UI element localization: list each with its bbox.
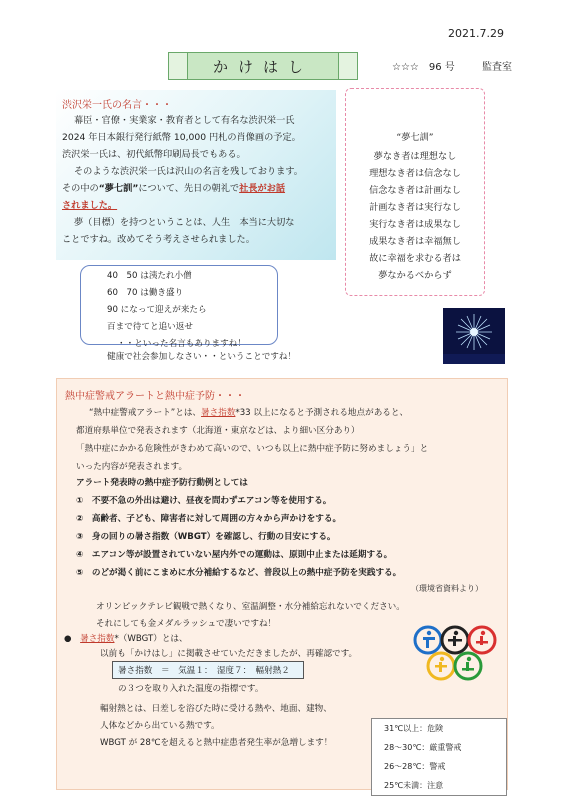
shibusawa-line-1: 幕臣・官僚・実業家・教育者として有名な渋沢栄一氏 (73, 115, 295, 126)
wbgt-line (64, 632, 188, 644)
yume-line: 理想なき者は信念なし (369, 168, 461, 179)
bullet-icon: ● (64, 634, 72, 644)
yume-line: 夢なかるべからず (378, 270, 452, 281)
ages-line: 60 70 は働き盛り (107, 288, 184, 298)
shibusawa-line-6 (62, 197, 334, 214)
issue-number: ☆☆☆ 96 号 (392, 62, 455, 73)
wbgt-term: 暑さ指数 (80, 634, 115, 644)
wbgt-level: 31℃以上：危険 (384, 724, 444, 733)
action-item: ④ エアコン等が設置されていない屋内外での運動は、原則中止または延期する。 (76, 550, 393, 560)
text-fragment: *33 以上になると予測される地点があると、 (235, 408, 409, 418)
ages-line: ・・といった名言もありますね！ (117, 339, 246, 349)
action-item: ③ 身の回りの暑さ指数（WBGT）を確認し、行動の目安にする。 (76, 532, 336, 542)
yume-line: 実行なき者は成果なし (369, 219, 461, 230)
shibusawa-line-7: 夢（目標）を持つということは、人生 本当に大切な (73, 217, 295, 228)
text-fragment: について、先日の朝礼で (138, 183, 240, 194)
president-talk-highlight-cont: されました。 (62, 200, 118, 211)
wbgt-level: 25℃未満：注意 (384, 781, 444, 790)
newsletter-title: かけはし (187, 52, 339, 80)
shibusawa-line-8: ことですね。改めてそう考えさせられました。 (62, 234, 255, 245)
wbgt-term: 暑さ指数 (201, 408, 236, 418)
alert-line-4: いった内容が発表されます。 (76, 462, 188, 472)
ages-line: 40 50 は洟たれ小僧 (107, 271, 192, 281)
ages-quote (107, 268, 246, 353)
shibusawa-body (62, 112, 334, 248)
shibusawa-line-4: そのような渋沢栄一氏は沢山の名言を残しております。 (73, 166, 303, 177)
text-fragment: その中の (62, 183, 99, 194)
yume-line: 夢なき者は理想なし (373, 151, 457, 162)
yume-line: 故に幸福を求むる者は (369, 253, 461, 264)
department-name: 監査室 (482, 62, 512, 73)
wbgt-levels-box (371, 718, 507, 796)
alert-line-1 (89, 406, 408, 418)
formula-note: の３つを取り入れた温度の指標です。 (118, 684, 264, 694)
ages-line: 90 になって迎えが来たら (107, 305, 207, 315)
alert-line-3: 「熱中症にかかる危険性がきわめて高いので、いつも以上に熱中症予防に努めましょう」と (76, 444, 429, 454)
ages-line: 百まで待てと追い返せ (107, 322, 193, 332)
heatstroke-heading: 熱中症警戒アラートと熱中症予防・・・ (65, 391, 245, 402)
president-talk-highlight: 社長がお話 (239, 183, 286, 194)
olympic-line-1: オリンピックテレビ観戦で熱くなり、室温調整・水分補給忘れないでください。 (96, 602, 405, 612)
recheck-line: 以前も「かけはし」に掲載させていただきましたが、再確認です。 (100, 649, 358, 659)
issue-date: 2021.7.29 (448, 27, 504, 40)
olympic-sports-icon (410, 622, 500, 688)
action-item: ⑤ のどが渇く前にこまめに水分補給するなど、普段以上の熱中症予防を実践する。 (76, 568, 402, 578)
health-closing: 健康で社会参加しなさい・・ということですね！ (107, 352, 297, 362)
action-item: ② 高齢者、子ども、障害者に対して周囲の方々から声かけをする。 (76, 514, 342, 524)
action-title: アラート発表時の熱中症予防行動例としては (76, 478, 248, 488)
radiant-line-3: WBGT が 28℃を超えると熱中症患者発生率が急増します！ (100, 738, 333, 748)
formula-text: 暑さ指数 ＝ 気温１： 湿度７： 輻射熱２ (118, 666, 290, 676)
yume-line: 計画なき者は実行なし (369, 202, 461, 213)
source-note: （環境省資料より） (411, 584, 483, 593)
radiant-line-2: 人体などから出ている熱です。 (100, 721, 220, 731)
yume-line: 成果なき者は幸福無し (369, 236, 461, 247)
olympic-line-2: それにしても金メダルラッシュで凄いですね！ (96, 619, 277, 629)
wbgt-level: 28～30℃：厳重警戒 (384, 743, 462, 752)
yume-title: “夢七訓” (396, 132, 434, 143)
fireworks-image (443, 308, 505, 364)
text-fragment: *（WBGT）とは、 (114, 634, 188, 644)
radiant-line-1: 輻射熱とは、日差しを浴びた時に受ける熱や、地面、建物、 (100, 704, 332, 714)
text-fragment: “熱中症警戒アラート”とは、 (89, 408, 202, 418)
action-item: ① 不要不急の外出は避け、昼夜を問わずエアコン等を使用する。 (76, 496, 332, 506)
yume-shichikun-box (345, 88, 485, 296)
shibusawa-line-2: 2024 年日本銀行発行紙幣 10,000 円札の肖像画の予定。 (62, 132, 301, 143)
wbgt-level: 26～28℃：警戒 (384, 762, 446, 771)
alert-line-2: 都道府県単位で発表されます（北海道・東京などは、より細い区分あり） (76, 426, 360, 436)
shibusawa-line-3: 渋沢栄一氏は、初代紙幣印刷局長でもある。 (62, 149, 246, 160)
shibusawa-heading: 渋沢栄一氏の名言・・・ (62, 100, 172, 111)
shibusawa-line-5 (62, 180, 334, 197)
yume-shichikun-term: “夢七訓” (98, 183, 139, 194)
yume-line: 信念なき者は計画なし (369, 185, 461, 196)
